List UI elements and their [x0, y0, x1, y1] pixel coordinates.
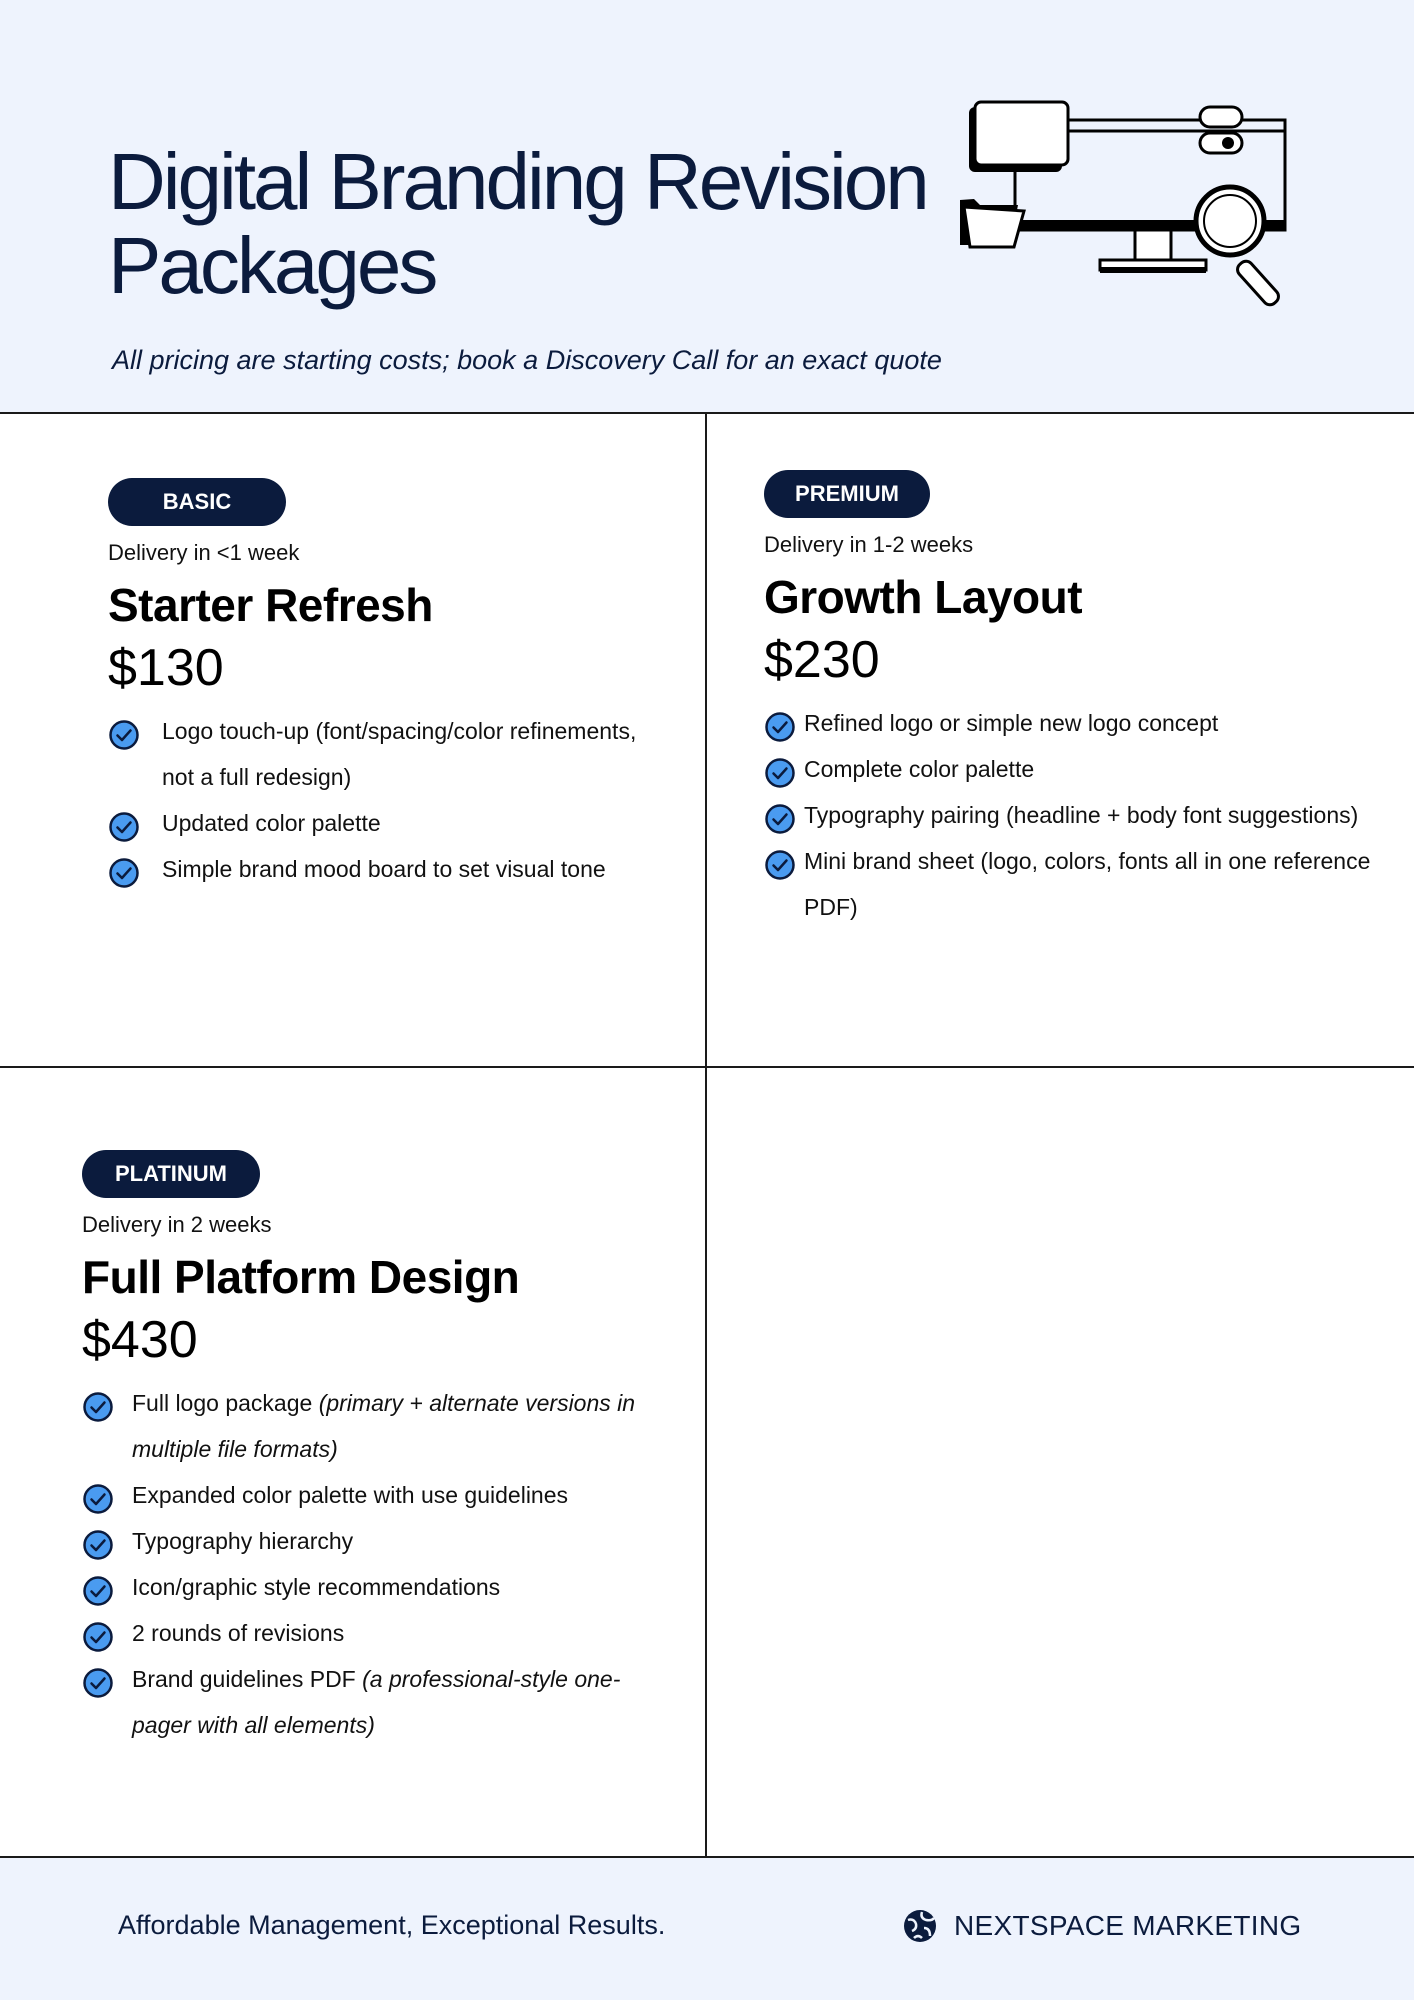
feature-list: [108, 708, 668, 892]
check-circle-icon: [108, 719, 140, 751]
grid-horizontal-divider: [0, 1066, 1414, 1068]
package-card-platinum: [82, 1150, 662, 1748]
check-circle-icon: [764, 711, 796, 743]
check-circle-icon: [764, 803, 796, 835]
package-price: $130: [108, 639, 224, 697]
feature-text: Mini brand sheet (logo, colors, fonts all in one reference PDF): [804, 848, 1371, 920]
feature-item: [764, 838, 1384, 930]
feature-item: [108, 800, 668, 846]
feature-text: Expanded color palette with use guidelines: [132, 1482, 569, 1508]
check-circle-icon: [108, 857, 140, 889]
feature-text: Full logo package: [132, 1390, 319, 1416]
delivery-time: Delivery in 2 weeks: [82, 1212, 272, 1237]
footer-tagline: Affordable Management, Exceptional Results.: [118, 1910, 666, 1940]
package-card-premium: [764, 470, 1384, 930]
package-name: Growth Layout: [764, 571, 1083, 623]
computer-monitor-with-magnifier-icon: [950, 95, 1320, 345]
feature-text: Simple brand mood board to set visual tone: [162, 856, 606, 882]
check-circle-icon: [82, 1483, 114, 1515]
check-circle-icon: [82, 1575, 114, 1607]
feature-text: Brand guidelines PDF: [132, 1666, 363, 1692]
feature-item: [82, 1656, 662, 1748]
pricing-subtitle: All pricing are starting costs; book a Discovery Call for an exact quote: [112, 345, 942, 375]
package-price: $230: [764, 631, 880, 689]
feature-text: Icon/graphic style recommendations: [132, 1574, 501, 1600]
feature-text: Logo touch-up (font/spacing/color refinements, not a full redesign): [162, 718, 637, 790]
feature-text: Refined logo or simple new logo concept: [804, 710, 1219, 736]
header: [0, 0, 1414, 414]
feature-text: Updated color palette: [162, 810, 381, 836]
check-circle-icon: [82, 1621, 114, 1653]
package-badge: BASIC: [108, 478, 286, 526]
brand-name: NEXTSPACE MARKETING: [954, 1910, 1302, 1941]
check-circle-icon: [82, 1529, 114, 1561]
check-circle-icon: [82, 1667, 114, 1699]
check-circle-icon: [764, 849, 796, 881]
check-circle-icon: [82, 1391, 114, 1423]
feature-item: [108, 846, 668, 892]
check-circle-icon: [764, 757, 796, 789]
page-title: Digital Branding Revision Packages: [108, 137, 927, 310]
feature-text: Typography hierarchy: [132, 1528, 354, 1554]
feature-item: [764, 700, 1384, 746]
feature-list: [82, 1380, 662, 1748]
package-price: $430: [82, 1311, 198, 1369]
package-name: Full Platform Design: [82, 1251, 520, 1303]
delivery-time: Delivery in 1-2 weeks: [764, 532, 974, 557]
feature-item: [108, 708, 668, 800]
feature-note: (a professional-style one-pager with all elements): [132, 1666, 621, 1738]
feature-item: [82, 1610, 662, 1656]
delivery-time: Delivery in <1 week: [108, 540, 300, 565]
feature-item: [82, 1564, 662, 1610]
feature-text: Complete color palette: [804, 756, 1035, 782]
package-card-basic: [108, 478, 668, 892]
grid-vertical-divider: [705, 414, 707, 1856]
feature-text: 2 rounds of revisions: [132, 1620, 345, 1646]
package-badge: PLATINUM: [82, 1150, 260, 1198]
feature-item: [764, 746, 1384, 792]
feature-note: (primary + alternate versions in multiple file formats): [132, 1390, 636, 1462]
package-name: Starter Refresh: [108, 579, 433, 631]
feature-item: [764, 792, 1384, 838]
globe-logo-icon: [902, 1908, 938, 1944]
brand: [902, 1906, 1301, 1946]
check-circle-icon: [108, 811, 140, 843]
feature-item: [82, 1472, 662, 1518]
feature-item: [82, 1518, 662, 1564]
feature-item: [82, 1380, 662, 1472]
feature-text: Typography pairing (headline + body font suggestions): [804, 802, 1359, 828]
feature-list: [764, 700, 1384, 930]
footer: [0, 1856, 1414, 2000]
package-badge: PREMIUM: [764, 470, 930, 518]
